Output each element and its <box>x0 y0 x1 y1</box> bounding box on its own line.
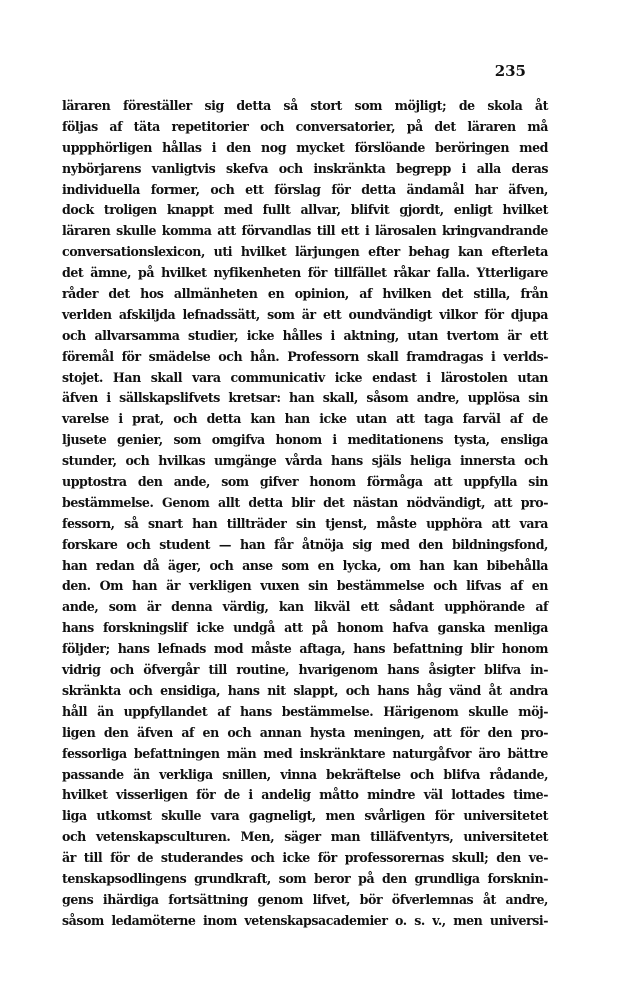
text-line: verlden afskiljda lefnadssätt, som är ett oundvändigt vilkor för djupa <box>62 306 548 322</box>
text-line: stunder, och hvilkas umgänge vårda hans själs heliga innersta och <box>62 453 548 469</box>
text-line: forskare och student — han får åtnöja sig med den bildningsfond, <box>62 536 548 552</box>
text-line: följas af täta repetitorier och conversatorier, på det läraren må <box>62 118 548 134</box>
text-line: ljusete genier, som omgifva honom i meditationens tysta, ensliga <box>62 432 548 448</box>
text-line: håll än uppfyllandet af hans bestämmelse. Härigenom skulle möj- <box>62 703 548 719</box>
text-line: liga utkomst skulle vara gagneligt, men svårligen för universitetet <box>62 808 548 824</box>
text-line: följder; hans lefnads mod måste aftaga, hans befattning blir honom <box>62 641 548 657</box>
text-line: ande, som är denna värdig, kan likväl ett sådant upphörande af <box>62 599 548 615</box>
text-line: hvilket visserligen för de i andelig måtto mindre väl lottades time- <box>62 787 548 803</box>
text-line: den. Om han är verkligen vuxen sin bestämmelse och lifvas af en <box>62 578 548 594</box>
text-line: ligen den äfven af en och annan hysta meningen, att för den pro- <box>62 724 548 740</box>
text-line: fessorliga befattningen män med inskränktare naturgåfvor äro bättre <box>62 745 548 761</box>
text-line: stojet. Han skall vara communicativ icke endast i lärostolen utan <box>62 369 548 385</box>
text-line: såsom ledamöterne inom vetenskapsacademier o. s. v., men universi- <box>62 912 548 928</box>
text-line: äfven i sällskapslifvets kretsar: han skall, såsom andre, upplösa sin <box>62 390 548 406</box>
text-line: vidrig och öfvergår till routine, hvarigenom hans åsigter blifva in- <box>62 662 548 678</box>
text-line: hans forskningslif icke undgå att på honom hafva ganska menliga <box>62 620 548 636</box>
text-line: conversationslexicon, uti hvilket lärjungen efter behag kan efterleta <box>62 244 548 260</box>
text-line: individuella former, och ett förslag för detta ändamål har äfven, <box>62 181 548 197</box>
text-line: fessorn, så snart han tillträder sin tjenst, måste upphöra att vara <box>62 515 548 531</box>
text-line: det ämne, på hvilket nyfikenheten för tillfället råkar falla. Ytterligare <box>62 265 548 281</box>
text-line: gens ihärdiga fortsättning genom lifvet, bör öfverlemnas åt andre, <box>62 891 548 907</box>
text-line: dock troligen knappt med fullt allvar, blifvit gjordt, enligt hvilket <box>62 202 548 218</box>
text-line: varelse i prat, och detta kan han icke utan att taga farväl af de <box>62 411 548 427</box>
text-line: råder det hos allmänheten en opinion, af hvilken det stilla, från <box>62 286 548 302</box>
text-line: och allvarsamma studier, icke hålles i aktning, utan tvertom är ett <box>62 327 548 343</box>
body-text <box>62 96 548 932</box>
text-line: och vetenskapsculturen. Men, säger man tilläfventyrs, universitetet <box>62 829 548 845</box>
text-line: nybörjarens vanligtvis skefva och inskränkta begrepp i alla deras <box>62 160 548 176</box>
text-line: bestämmelse. Genom allt detta blir det nästan nödvändigt, att pro- <box>62 494 548 510</box>
page-number: 235 <box>494 62 526 80</box>
text-line: upptostra den ande, som gifver honom förmåga att uppfylla sin <box>62 474 548 490</box>
text-line: uppphörligen hållas i den nog mycket förslöande beröringen med <box>62 139 548 155</box>
text-line: är till för de studerandes och icke för professorernas skull; den ve- <box>62 850 548 866</box>
text-line: han redan då äger, och anse som en lycka, om han kan bibehålla <box>62 557 548 573</box>
text-line: läraren föreställer sig detta så stort som möjligt; de skola åt <box>62 98 548 113</box>
text-line: tenskapsodlingens grundkraft, som beror på den grundliga forsknin- <box>62 870 548 886</box>
text-line: skränkta och ensidiga, hans nit slappt, och hans håg vänd åt andra <box>62 682 548 698</box>
text-line: läraren skulle komma att förvandlas till ett i lärosalen kringvandrande <box>62 223 548 239</box>
text-line: föremål för smädelse och hån. Professorn skall framdragas i verlds- <box>62 348 548 364</box>
text-line: passande än verkliga snillen, vinna bekräftelse och blifva rådande, <box>62 766 548 782</box>
